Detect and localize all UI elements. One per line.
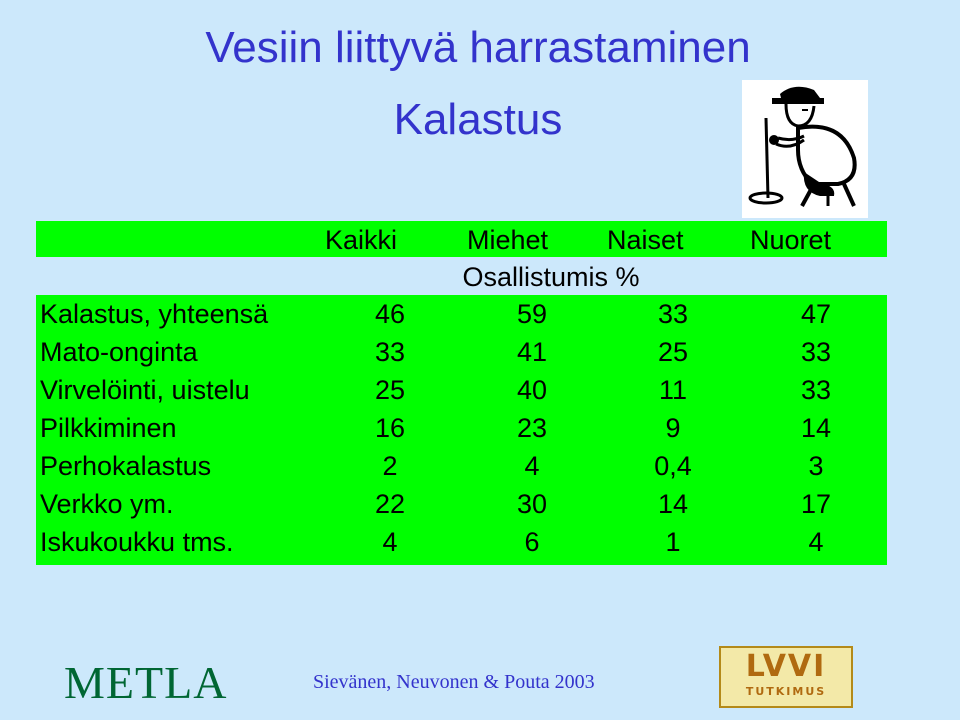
table-cell: 1 — [665, 527, 681, 557]
table-cell: 25 — [374, 375, 406, 405]
table-cell: 40 — [516, 375, 548, 405]
column-header-miehet: Miehet — [467, 225, 549, 255]
table-cell: 9 — [665, 413, 681, 443]
unit-label: Osallistumis % — [462, 262, 640, 292]
table-cell: 47 — [800, 299, 832, 329]
table-cell: 3 — [808, 451, 824, 481]
lvvi-logo-subtext: TUTKIMUS — [745, 685, 827, 698]
table-cell: 46 — [374, 299, 406, 329]
table-cell: 0,4 — [654, 451, 692, 481]
ice-fisher-icon — [742, 80, 868, 218]
row-label: Kalastus, yhteensä — [40, 299, 269, 329]
table-cell: 14 — [800, 413, 832, 443]
column-header-naiset: Naiset — [607, 225, 684, 255]
table-cell: 6 — [524, 527, 540, 557]
row-label: Perhokalastus — [40, 451, 212, 481]
table-cell: 17 — [800, 489, 832, 519]
table-cell: 14 — [657, 489, 689, 519]
column-header-nuoret: Nuoret — [750, 225, 832, 255]
row-label: Pilkkiminen — [40, 413, 177, 443]
column-header-kaikki: Kaikki — [325, 225, 398, 255]
table-cell: 2 — [382, 451, 398, 481]
slide-title-line2: Kalastus — [393, 95, 563, 144]
table-cell: 30 — [516, 489, 548, 519]
table-cell: 11 — [658, 375, 688, 405]
table-cell: 4 — [382, 527, 398, 557]
row-label: Virvelöinti, uistelu — [40, 375, 250, 405]
participation-table — [36, 221, 887, 565]
slide-title-line1: Vesiin liittyvä harrastaminen — [205, 23, 751, 72]
table-cell: 25 — [657, 337, 689, 367]
table-cell: 59 — [516, 299, 548, 329]
table-cell: 33 — [800, 375, 832, 405]
table-cell: 33 — [657, 299, 689, 329]
citation: Sievänen, Neuvonen & Pouta 2003 — [313, 671, 595, 693]
table-cell: 41 — [516, 337, 548, 367]
lvvi-logo-text: LVVI — [745, 649, 827, 684]
table-cell: 33 — [374, 337, 406, 367]
table-cell: 23 — [516, 413, 548, 443]
table-cell: 4 — [808, 527, 824, 557]
table-cell: 22 — [374, 489, 406, 519]
row-label: Mato-onginta — [40, 337, 198, 367]
lvvi-logo — [719, 646, 853, 708]
metla-logo: METLA — [64, 657, 228, 708]
table-cell: 33 — [800, 337, 832, 367]
row-label: Iskukoukku tms. — [40, 527, 234, 557]
row-label: Verkko ym. — [40, 489, 174, 519]
table-cell: 4 — [524, 451, 540, 481]
table-cell: 16 — [374, 413, 406, 443]
